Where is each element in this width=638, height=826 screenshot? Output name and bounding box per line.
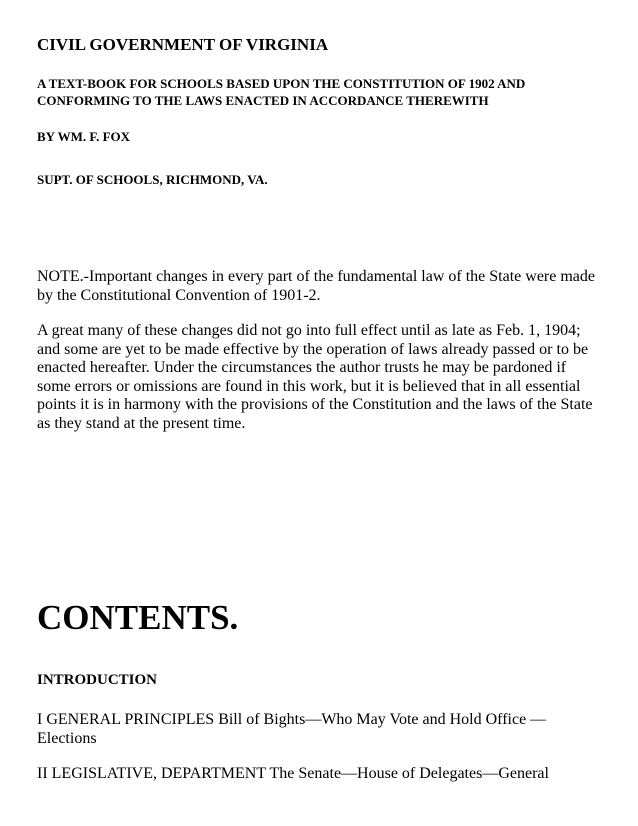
note-paragraph: A great many of these changes did not go into full effect until as late as Feb. 1, 1904; and some are yet to be made effective by the operation of laws already passed or to be enacted hereafter. Under the circumstances the author trusts he may be pardoned if some errors or omissions are found in this work, but it is believed that in all essential points it is in harmony with the provisions of the Constitution and the laws of the State as they stand at the present time. xyxy=(37,322,593,432)
contents-entry: I GENERAL PRINCIPLES Bill of Bights—Who May Vote and Hold Office —Elections xyxy=(37,711,547,747)
contents-entry: II LEGISLATIVE, DEPARTMENT The Senate—House of Delegates—General xyxy=(37,765,549,782)
book-subtitle: A TEXT-BOOK FOR SCHOOLS BASED UPON THE CONSTITUTION OF 1902 AND CONFORMING TO THE LAWS ENACTED IN ACCORDANCE THEREWITH xyxy=(37,76,526,108)
contents-heading: CONTENTS. xyxy=(37,598,239,637)
book-author: BY WM. F. FOX xyxy=(37,129,131,144)
contents-introduction: INTRODUCTION xyxy=(37,672,158,688)
author-position: SUPT. OF SCHOOLS, RICHMOND, VA. xyxy=(37,172,268,187)
book-title: CIVIL GOVERNMENT OF VIRGINIA xyxy=(37,35,329,54)
note-text: NOTE.-Important changes in every part of the fundamental law of the State were made by the Constitutional Convention of 1901-2. xyxy=(37,268,596,304)
